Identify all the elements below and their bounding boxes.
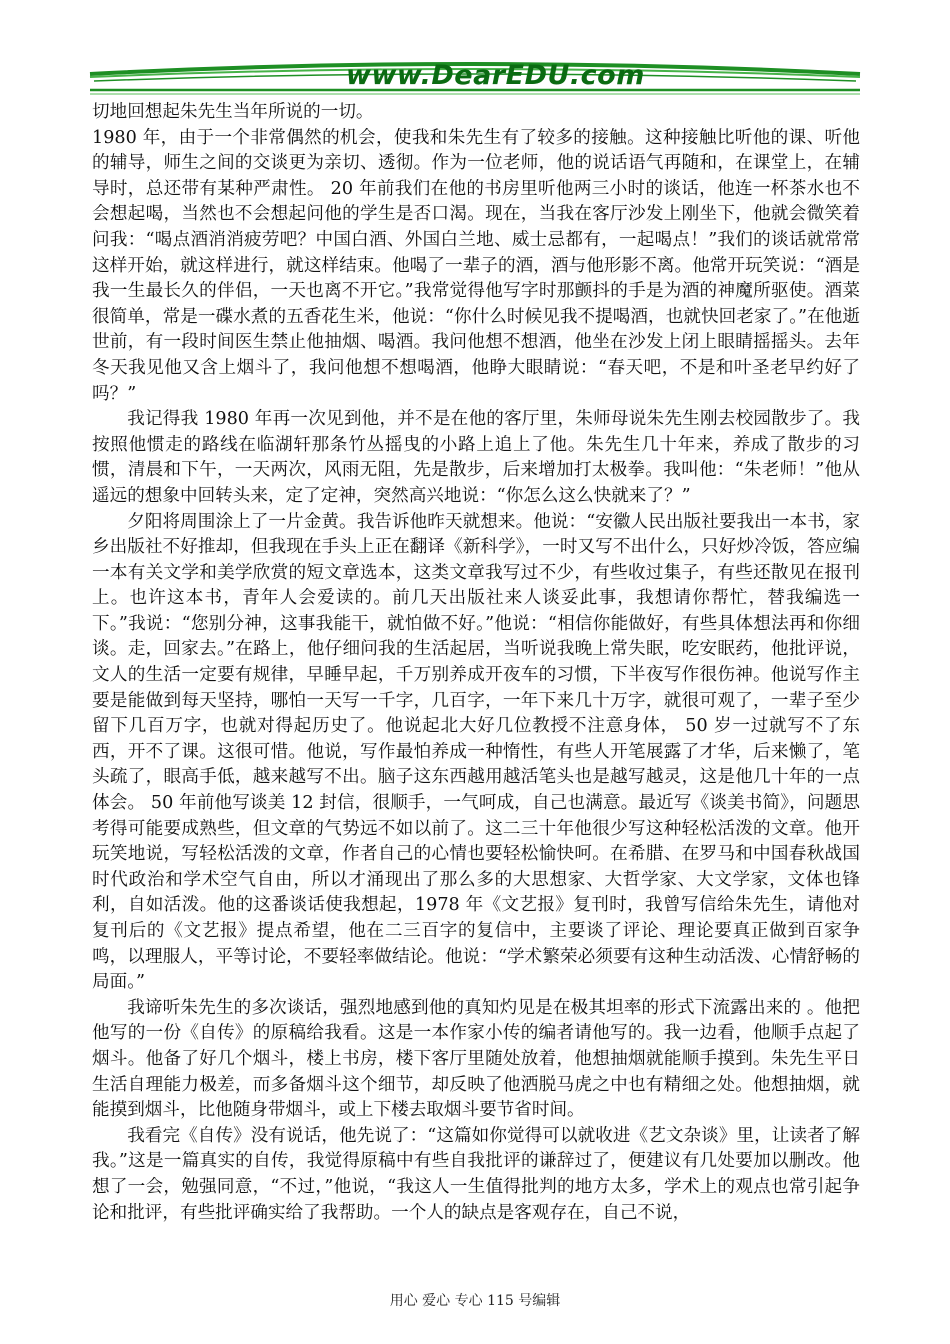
paragraph: 切地回想起朱先生当年所说的一切。 [92,102,374,122]
paragraph: 我看完《自传》没有说话，他先说了：“这篇如你觉得可以就收进《艺文杂谈》里，让读者了解我。”这是一篇真实的自传，我觉得原稿中有些自我批评的谦辞过了，便建议有几处要加以删改。他想了一会，勉强同意，“不过，”他说，“我这人一生值得批判的地方太多，学术上的观点也常引起争论和批评，有些批评确实给了我帮助。一个人的缺点是客观存在，自己不说， [92,1125,860,1223]
paragraph: 夕阳将周围涂上了一片金黄。我告诉他昨天就想来。他说：“安徽人民出版社要我出一本书，家乡出版社不好推却，但我现在手头上正在翻译《新科学》，一时又写不出什么，只好炒冷饭，答应编一本有关文学和美学欣赏的短文章选本，这类文章我写过不少，有些收过集子，有些还散见在报刊上。也许这本书，青年人会爱读的。前几天出版社来人谈妥此事，我想请你帮忙，替我编选一下。”我说：“您别分神，这事我能干，就怕做不好。”他说：“相信你能做好，有些具体想法再和你细谈。走，回家去。”在路上，他仔细问我的生活起居，当听说我晚上常失眠，吃安眠药，他批评说，文人的生活一定要有规律，早睡早起，千万别养成开夜车的习惯，下半夜写作很伤神。他说写作主要是能做到每天坚持，哪怕一天写一千字，几百字，一年下来几十万字，就很可观了，一辈子至少留下几百万字，也就对得起历史了。他说起北大好几位教授不注意身体， 50 岁一过就写不了东西，开不了课。这很可惜。他说，写作最怕养成一种惰性，有些人开笔展露了才华，后来懒了，笔头疏了，眼高手低，越来越写不出。脑子这东西越用越活笔头也是越写越灵，这是他几十年的一点体会。 50 年前他写谈美 12 封信，很顺手，一气呵成，自己也满意。最近写《谈美书简》，问题思考得可能要成熟些，但文章的气势远不如以前了。这二三十年他很少写这种轻松活泼的文章。他开玩笑地说，写轻松活泼的文章，作者自己的心情也要轻松愉快呵。在希腊、在罗马和中国春秋战国时代政治和学术空气自由，所以才涌现出了那么多的大思想家、大哲学家、大文学家，文体也锋利，自如活泼。他的这番谈话使我想起，1978 年《文艺报》复刊时，我曾写信给朱先生，请他对复刊后的《文艺报》提点希望，他在二三百字的复信中，主要谈了评论、理论要真正做到百家争鸣，以理服人，平等讨论，不要轻率做结论。他说：“学术繁荣必须要有这种生动活泼、心情舒畅的局面。” [92,511,860,993]
site-logo: www.DearEDU.com [346,60,645,91]
page-header [88,52,863,100]
paragraph: 1980 年，由于一个非常偶然的机会，使我和朱先生有了较多的接触。这种接触比听他的课、听他的辅导，师生之间的交谈更为亲切、透彻。作为一位老师，他的说话语气再随和，在课堂上，在辅导时，总还带有某种严肃性。 20 年前我们在他的书房里听他两三小时的谈话，他连一杯茶水也不会想起喝，当然也不会想起问他的学生是否口渴。现在，当我在客厅沙发上刚坐下，他就会微笑着问我：“喝点酒消消疲劳吧？中国白酒、外国白兰地、威士忌都有，一起喝点！”我们的谈话就常常这样开始，就这样进行，就这样结束。他喝了一辈子的酒，酒与他形影不离。他常开玩笑说：“酒是我一生最长久的伴侣，一天也离不开它。”我常觉得他写字时那颤抖的手是为酒的神魔所驱使。酒菜很简单，常是一碟水煮的五香花生米，他说：“你什么时候见我不提喝酒，也就快回老家了。”在他逝世前，有一段时间医生禁止他抽烟、喝酒。我问他想不想酒，他坐在沙发上闭上眼睛摇摇头。去年冬天我见他又含上烟斗了，我问他想不想喝酒，他睁大眼睛说：“春天吧，不是和叶圣老早约好了吗？” [92,127,860,404]
page-footer: 用心 爱心 专心 115 号编辑 [389,1293,561,1309]
article-body [92,100,860,1226]
paragraph: 我记得我 1980 年再一次见到他，并不是在他的客厅里，朱师母说朱先生刚去校园散步了。我按照他惯走的路线在临湖轩那条竹丛摇曳的小路上追上了他。朱先生几十年来，养成了散步的习惯，清晨和下午，一天两次，风雨无阻，先是散步，后来增加打太极拳。我叫他：“朱老师！”他从遥远的想象中回转头来，定了定神，突然高兴地说：“你怎么这么快就来了？” [92,409,860,506]
paragraph: 我谛听朱先生的多次谈话，强烈地感到他的真知灼见是在极其坦率的形式下流露出来的 。他把他写的一份《自传》的原稿给我看。这是一本作家小传的编者请他写的。我一边看，他顺手点起了烟斗。他备了好几个烟斗，楼上书房，楼下客厅里随处放着，他想抽烟就能顺手摸到。朱先生平日生活自理能力极差，而多备烟斗这个细节，却反映了他洒脱马虎之中也有精细之处。他想抽烟，就能摸到烟斗，比他随身带烟斗，或上下楼去取烟斗要节省时间。 [92,997,860,1121]
